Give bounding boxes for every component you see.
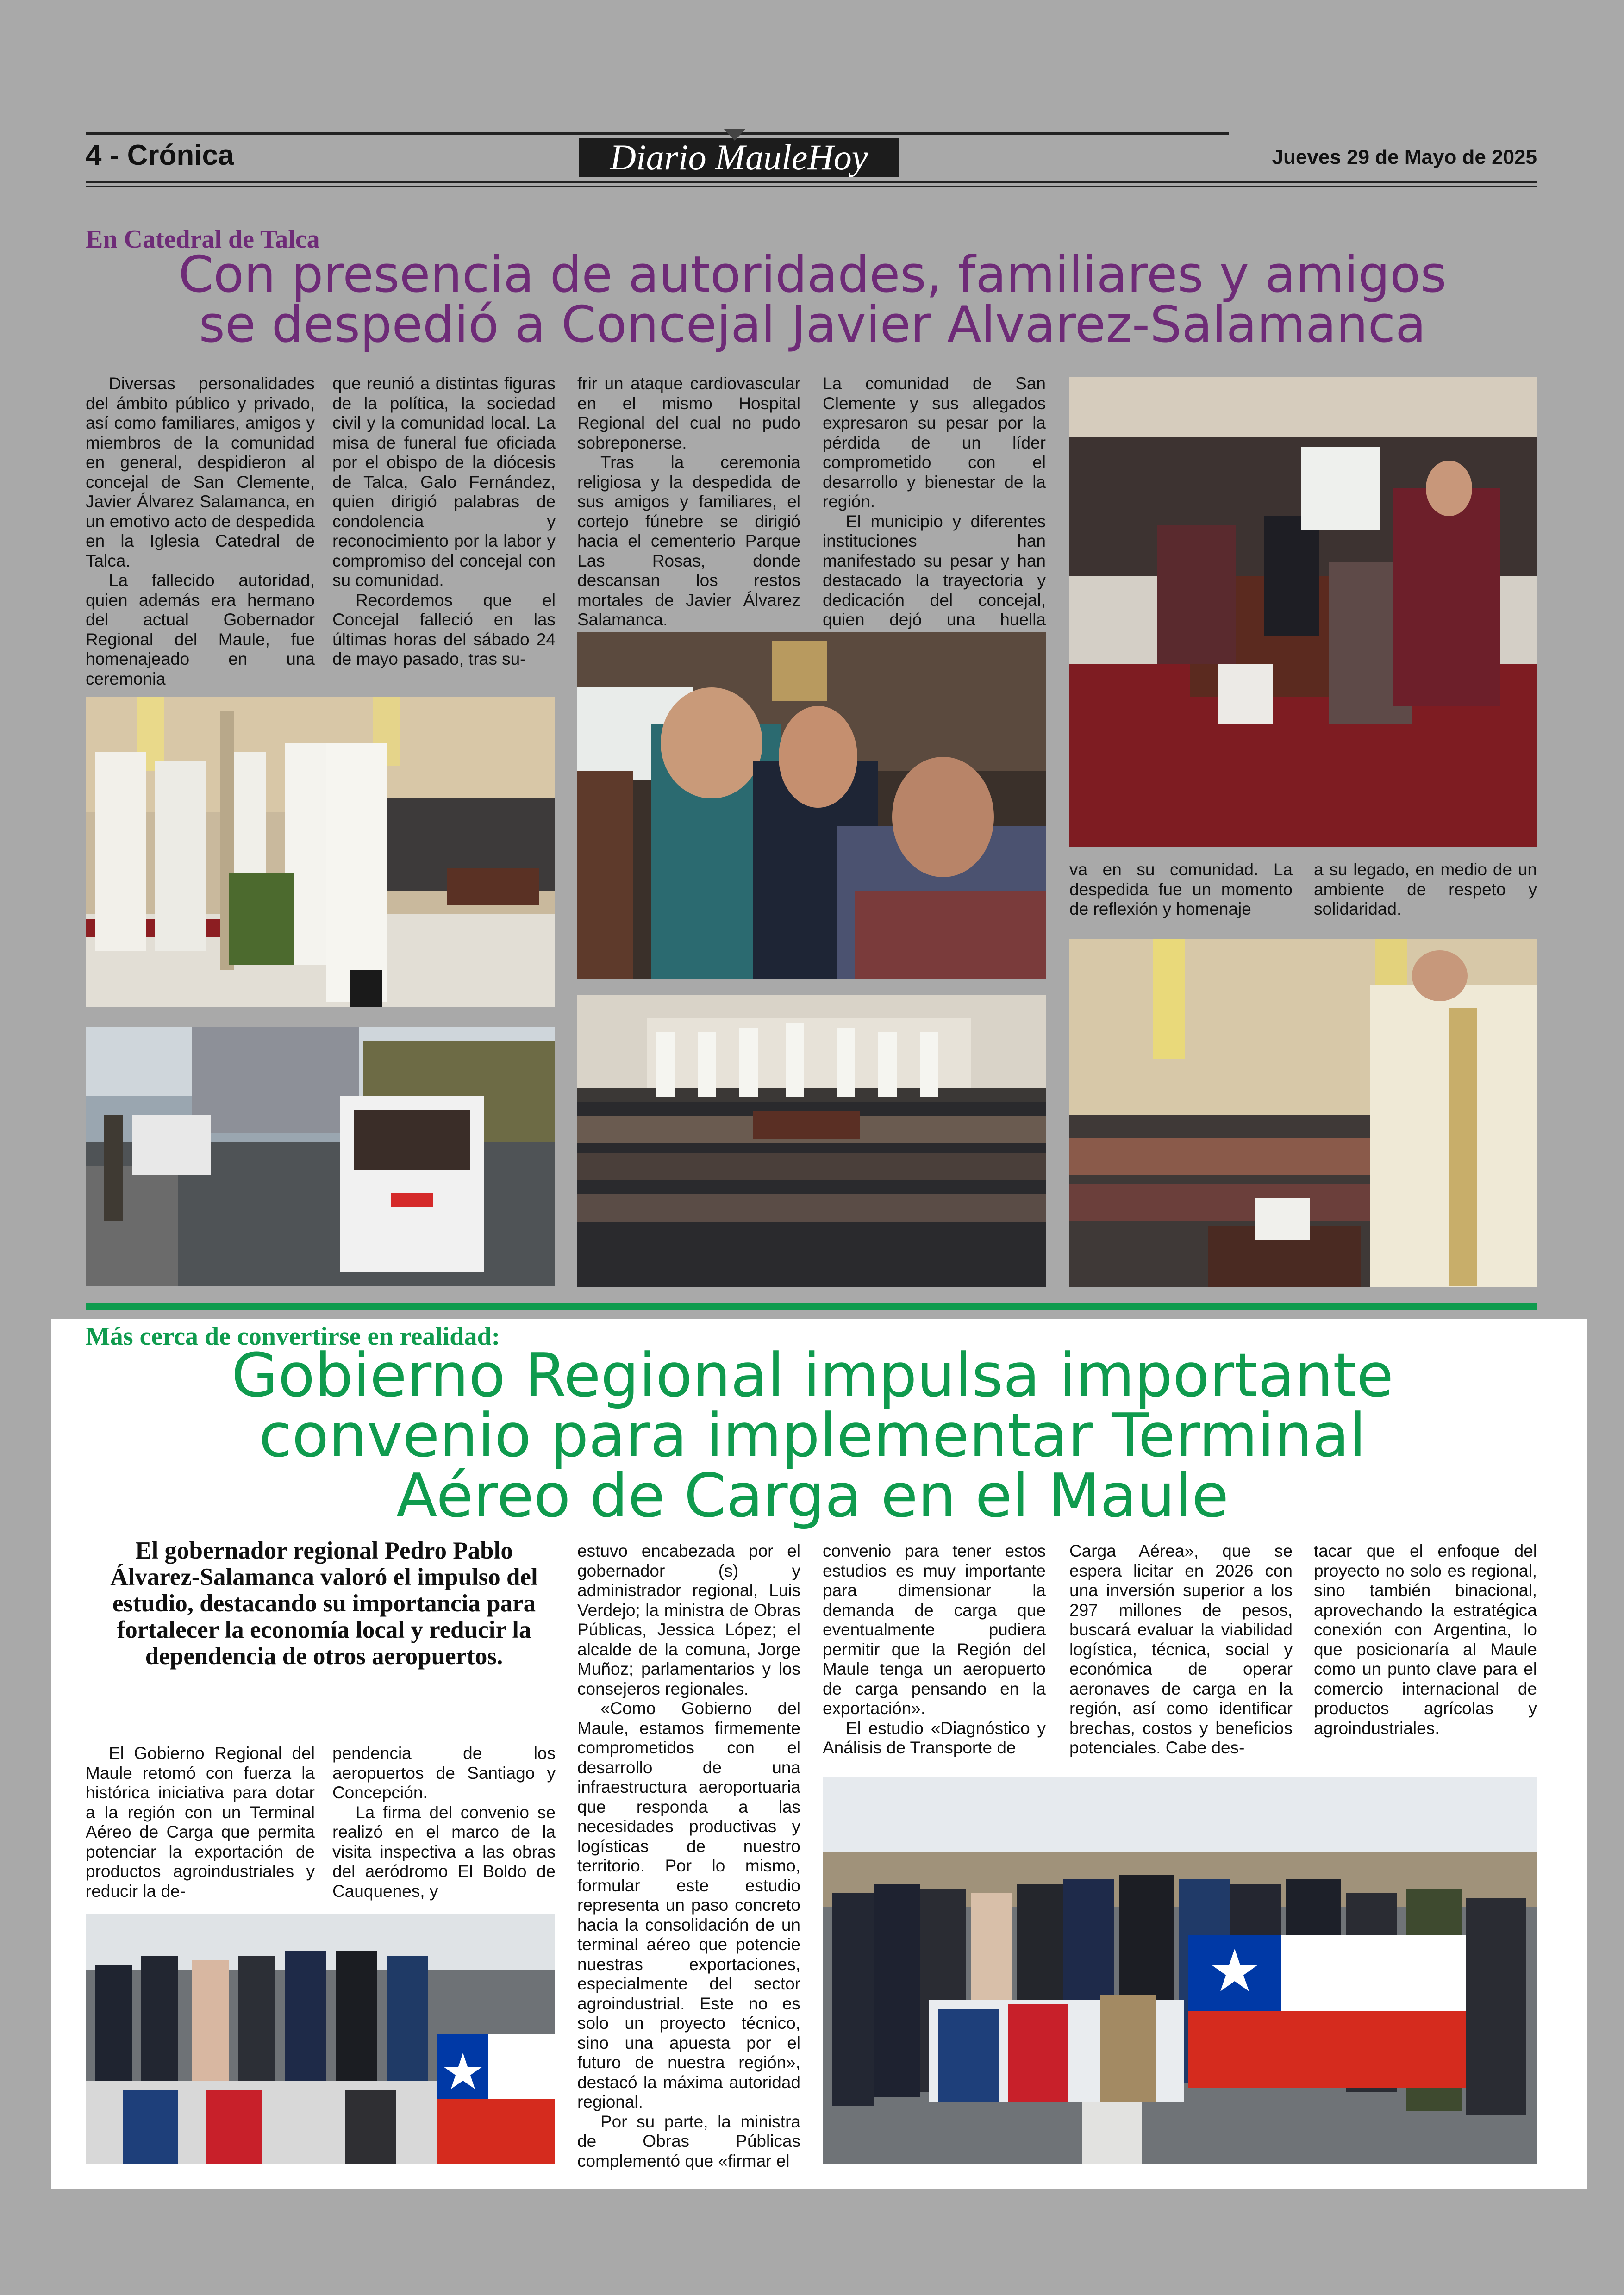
article1-column-2 [332,374,556,669]
paragraph: pendencia de los aeropuertos de Santiago y Concepción. [332,1744,556,1802]
photo-hearse-street [86,1027,555,1286]
article2-column-1 [86,1744,315,1901]
article2-headline-line1: Gobierno Regional impulsa importante [231,1340,1394,1410]
masthead-logo: Diario MauleHoy [579,138,899,177]
issue-date: Jueves 29 de Mayo de 2025 [1272,146,1537,168]
article1-column-3 [577,374,800,630]
paragraph: El Gobierno Regional del Maule retomó con fuerza la histórica iniciativa para dotar a la región con un Terminal Aéreo de Carga que permita potenciar la exportación de productos agroindustriales y reducir la de- [86,1744,315,1901]
article2-column-4 [823,1541,1046,1758]
article1-column-5 [1069,860,1293,919]
paragraph: Por su parte, la ministra de Obras Públicas complementó que «firmar el [577,2112,800,2170]
paragraph: tacar que el enfoque del proyecto no solo es regional, sino también binacional, aprovechando la estratégica conexión con Argentina, lo que posicionaría al Maule como un punto clave para el comercio internacional de productos agrícolas y agroindustriales. [1314,1541,1537,1738]
article1-column-4 [823,374,1046,649]
article2-column-6 [1314,1541,1537,1738]
paragraph: estuvo encabezada por el gobernador (s) y administrador regional, Luis Verdejo; la ministra de Obras Públicas, Jessica López; el alcalde de la comuna, Jorge Muñoz; parlamentarios y los consejeros regionales. [577,1541,800,1698]
article1-headline-line1: Con presencia de autoridades, familiares y amigos [178,246,1447,304]
article1-column-1 [86,374,315,689]
photo-condolences-embrace [577,632,1046,979]
photo-officials-runway-small [86,1914,555,2164]
paragraph: a su legado, en medio de un ambiente de respeto y solidaridad. [1314,860,1537,918]
article1-kicker: En Catedral de Talca [86,225,320,254]
article1-column-6 [1314,860,1537,919]
paragraph: «Como Gobierno del Maule, estamos firmemente comprometidos con el desarrollo de una infraestructura aeroportuaria que responda a las necesidades productivas y logísticas de nuestro territorio. Por lo mismo, formular este estudio representa un paso concreto hacia la consolidación de un terminal aéreo que potencie nuestras exportaciones, especialmente del sector agroindustrial. Este no es solo un proyecto técnico, sino una apuesta por el futuro de nuestra región», destacó la máxima autoridad regional. [577,1699,800,2111]
photo-bishop-coffin [1069,939,1537,1287]
paragraph: convenio para tener estos estudios es muy importante para dimensionar la demanda de carga que eventualmente pudiera permitir que la Región del Maule tenga un aeropuerto de carga pensando en la exportación». [823,1541,1046,1718]
paragraph: La firma del convenio se realizó en el marco de la visita inspectiva a las obras del aeródromo El Boldo de Cauquenes, y [332,1802,556,1901]
paragraph: que reunió a distintas figuras de la política, la sociedad civil y la comunidad local. La misa de funeral fue oficiada por el obispo de la diócesis de Talca, Galo Fernández, quien dirigió palabras de condolencia y reconocimiento por la labor y compromiso del concejal con su comunidad. [332,374,556,590]
paragraph: La comunidad de San Clemente y sus allegados expresaron su pesar por la pérdida de un líder comprometido con el desarrollo y bienestar de la región. [823,374,1046,511]
article2-headline-line2: convenio para implementar Terminal [259,1400,1366,1471]
paragraph: Carga Aérea», que se espera licitar en 2026 con una inversión superior a los 297 millones de pesos, buscará evaluar la viabilidad logística, técnica, social y económica de operar aeronaves de carga en la región, así como identificar brechas, costos y beneficios potenciales. Cabe des- [1069,1541,1293,1757]
photo-priests-at-altar [86,697,555,1007]
photo-funeral-mass-congregation [577,995,1046,1287]
paragraph: La fallecido autoridad, quien además era hermano del actual Gobernador Regional del Maule, fue homenajeado en una ceremonia [86,571,315,688]
paragraph: va en su comunidad. La despedida fue un momento de reflexión y homenaje [1069,860,1293,918]
section-label: 4 - Crónica [86,139,234,171]
paragraph: Recordemos que el Concejal falleció en las últimas horas del sábado 24 de mayo pasado, tras su- [332,590,556,668]
section-divider [86,1303,1537,1310]
photo-coffin-family [1069,377,1537,847]
article2-lead-summary: El gobernador regional Pedro Pablo Álvarez-Salamanca valoró el impulso del estudio, destacando su importancia para fortalecer la economía local y reducir la dependencia de otros aeropuertos. [110,1537,538,1670]
paragraph: Tras la ceremonia religiosa y la despedida de sus amigos y familiares, el cortejo fúnebre se dirigió hacia el cementerio Parque Las Rosas, donde descansan los restos mortales de Javier Álvarez Salamanca. [577,453,800,629]
photo-officials-runway-large [823,1777,1537,2164]
paragraph: El estudio «Diagnóstico y Análisis de Transporte de [823,1718,1046,1757]
article1-headline-line2: se despedió a Concejal Javier Alvarez-Salamanca [199,296,1426,354]
article2-headline-line3: Aéreo de Carga en el Maule [396,1460,1229,1531]
article2-column-5 [1069,1541,1293,1758]
article2-kicker: Más cerca de convertirse en realidad: [86,1322,500,1351]
paragraph: frir un ataque cardiovascular en el mismo Hospital Regional del cual no pudo sobreponerse. [577,374,800,452]
article2-column-2 [332,1744,556,1901]
article2-column-3 [577,1541,800,2171]
paragraph: El municipio y diferentes instituciones han manifestado su pesar y han destacado la trayectoria y dedicación del concejal, quien dejó una huella [823,511,1046,629]
paragraph: Diversas personalidades del ámbito público y privado, así como familiares, amigos y miembros de la comunidad en general, despidieron al concejal de San Clemente, Javier Álvarez Salamanca, en un emotivo acto de despedida en la Iglesia Catedral de Talca. [86,374,315,570]
masthead-tab-icon [724,129,746,141]
